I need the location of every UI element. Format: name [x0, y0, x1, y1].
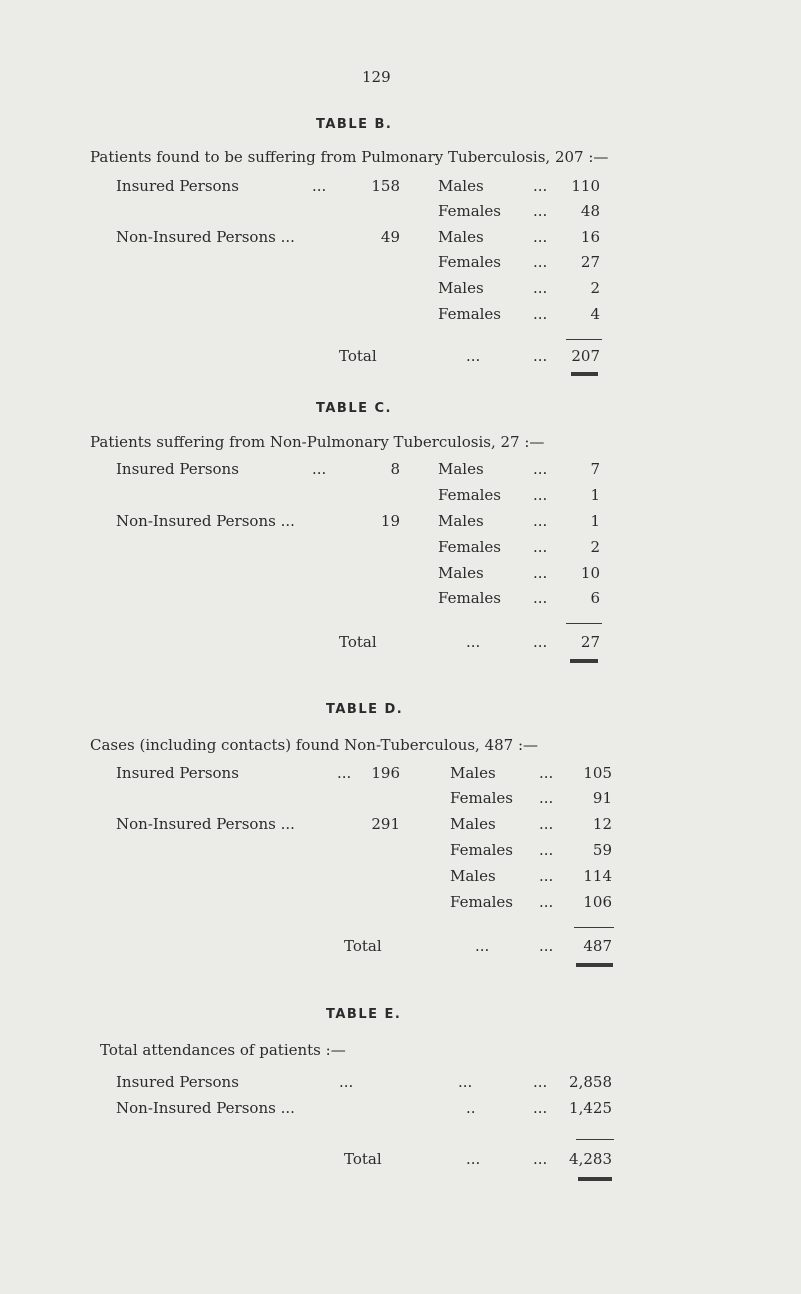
table-d-value: 114	[583, 867, 612, 885]
table-c-dots: ...	[533, 589, 548, 607]
table-c-group-label: Insured Persons	[116, 460, 239, 478]
table-c-intro: Patients suffering from Non-Pulmonary Tuberculosis, 27 :—	[90, 433, 545, 451]
table-d-dots: ...	[539, 815, 554, 833]
table-c-dots: ...	[533, 564, 548, 582]
table-c-total-rule	[566, 623, 602, 624]
table-d-heading: TABLE D.	[326, 702, 404, 717]
table-e-total-value: 4,283	[569, 1150, 612, 1168]
table-c-sex: Females	[438, 486, 502, 504]
table-b-sex: Females	[438, 305, 502, 323]
table-c-sex: Females	[438, 589, 502, 607]
table-c-dots: ...	[533, 538, 548, 556]
table-d-total-label: Total	[344, 937, 382, 955]
table-d-sex: Females	[450, 893, 514, 911]
table-d-value: 12	[592, 815, 612, 833]
table-c-value: 1	[590, 486, 600, 504]
table-e-value: 1,425	[569, 1099, 612, 1117]
table-b-value: 110	[571, 177, 600, 195]
table-b-dots: ...	[533, 279, 548, 297]
table-b-total-dots: ...	[466, 347, 481, 365]
table-b-sex: Females	[438, 202, 502, 220]
table-c-value: 7	[590, 460, 600, 478]
table-d-dots: ...	[539, 789, 554, 807]
table-c-dots: ...	[533, 512, 548, 530]
table-b-group-dots: ...	[312, 177, 327, 195]
table-b-value: 4	[590, 305, 600, 323]
table-e-row-label: Non-Insured Persons ...	[116, 1099, 295, 1117]
table-e-heading: TABLE E.	[326, 1007, 402, 1022]
table-d-value: 91	[592, 789, 612, 807]
table-d-total-dots: ...	[539, 937, 554, 955]
table-c-group-count: 19	[380, 512, 400, 530]
table-d-total-rule	[574, 927, 614, 928]
table-d-sex: Males	[450, 815, 496, 833]
table-e-dots: ...	[458, 1073, 473, 1091]
table-b-intro: Patients found to be suffering from Pulmonary Tuberculosis, 207 :—	[90, 148, 609, 166]
table-c-double-rule	[570, 659, 598, 663]
table-c-value: 6	[590, 589, 600, 607]
table-c-value: 10	[580, 564, 600, 582]
table-b-value: 16	[580, 228, 600, 246]
table-b-sex: Males	[438, 177, 484, 195]
table-b-dots: ...	[533, 228, 548, 246]
table-b-group-label: Insured Persons	[116, 177, 239, 195]
table-c-sex: Males	[438, 460, 484, 478]
table-b-total-label: Total	[339, 347, 377, 365]
table-c-total-label: Total	[339, 633, 377, 651]
table-e-total-rule	[576, 1139, 614, 1140]
table-b-group-count: 49	[380, 228, 400, 246]
table-b-value: 27	[580, 253, 600, 271]
table-e-total-dots: ...	[466, 1150, 481, 1168]
table-b-group-label: Non-Insured Persons ...	[116, 228, 295, 246]
table-e-value: 2,858	[569, 1073, 612, 1091]
table-e-total-dots: ...	[533, 1150, 548, 1168]
page-number: 129	[362, 68, 391, 86]
table-b-dots: ...	[533, 177, 548, 195]
table-e-dots: ..	[466, 1099, 476, 1117]
table-b-value: 2	[590, 279, 600, 297]
table-b-dots: ...	[533, 253, 548, 271]
table-c-group-label: Non-Insured Persons ...	[116, 512, 295, 530]
table-d-sex: Females	[450, 789, 514, 807]
table-c-total-value: 27	[580, 633, 600, 651]
table-d-value: 105	[583, 764, 612, 782]
table-b-heading: TABLE B.	[316, 117, 393, 132]
table-d-sex: Males	[450, 764, 496, 782]
table-b-double-rule	[571, 372, 598, 376]
table-d-dots: ...	[539, 893, 554, 911]
table-e-intro: Total attendances of patients :—	[100, 1041, 346, 1059]
table-c-sex: Males	[438, 564, 484, 582]
table-e-dots: ...	[533, 1099, 548, 1117]
table-b-sex: Females	[438, 253, 502, 271]
table-b-total-rule	[566, 339, 602, 340]
table-b-sex: Males	[438, 228, 484, 246]
table-e-total-label: Total	[344, 1150, 382, 1168]
table-c-dots: ...	[533, 486, 548, 504]
table-c-group-count: 8	[390, 460, 400, 478]
table-d-sex: Females	[450, 841, 514, 859]
table-e-row-label: Insured Persons	[116, 1073, 239, 1091]
table-d-total-dots: ...	[475, 937, 490, 955]
table-c-heading: TABLE C.	[316, 401, 392, 416]
table-d-sex: Males	[450, 867, 496, 885]
table-c-total-dots: ...	[533, 633, 548, 651]
table-d-dots: ...	[539, 867, 554, 885]
table-d-intro: Cases (including contacts) found Non-Tuberculous, 487 :—	[90, 736, 539, 754]
table-b-total-value: 207	[571, 347, 600, 365]
table-c-sex: Males	[438, 512, 484, 530]
table-b-value: 48	[580, 202, 600, 220]
table-b-total-dots: ...	[533, 347, 548, 365]
table-d-value: 106	[583, 893, 612, 911]
table-e-dots: ...	[533, 1073, 548, 1091]
table-d-group-label: Insured Persons	[116, 764, 239, 782]
table-d-dots: ...	[539, 764, 554, 782]
table-d-value: 59	[592, 841, 612, 859]
table-d-group-dots: ...	[337, 764, 352, 782]
table-c-sex: Females	[438, 538, 502, 556]
table-d-total-value: 487	[583, 937, 612, 955]
table-b-dots: ...	[533, 202, 548, 220]
table-c-dots: ...	[533, 460, 548, 478]
table-d-group-count: 291	[371, 815, 400, 833]
table-c-value: 1	[590, 512, 600, 530]
table-b-group-count: 158	[371, 177, 400, 195]
table-b-sex: Males	[438, 279, 484, 297]
table-c-group-dots: ...	[312, 460, 327, 478]
table-d-group-label: Non-Insured Persons ...	[116, 815, 295, 833]
table-d-group-count: 196	[371, 764, 400, 782]
table-b-dots: ...	[533, 305, 548, 323]
table-c-total-dots: ...	[466, 633, 481, 651]
table-e-double-rule	[578, 1177, 612, 1181]
table-e-dots: ...	[339, 1073, 354, 1091]
table-d-dots: ...	[539, 841, 554, 859]
table-d-double-rule	[576, 963, 613, 967]
table-c-value: 2	[590, 538, 600, 556]
